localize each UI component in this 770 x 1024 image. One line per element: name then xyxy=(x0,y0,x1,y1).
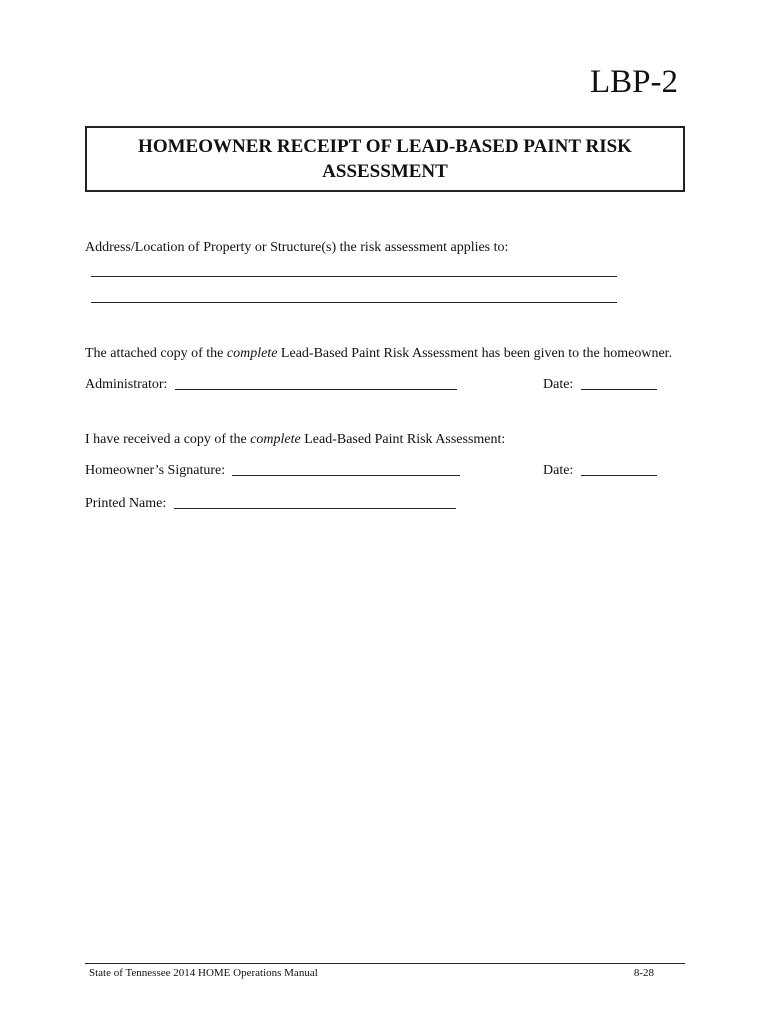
footer-rule xyxy=(85,963,685,964)
administrator-signature-line[interactable] xyxy=(175,389,457,390)
administrator-date-line[interactable] xyxy=(581,389,657,390)
form-code: LBP-2 xyxy=(589,64,678,100)
given-statement xyxy=(85,345,672,363)
homeowner-date-label: Date: xyxy=(543,463,574,478)
printed-name-label: Printed Name: xyxy=(85,496,167,511)
given-statement-before: The attached copy of the xyxy=(85,346,227,361)
footer-page-number: 8-28 xyxy=(633,967,654,979)
received-statement xyxy=(85,431,505,449)
administrator-date-label: Date: xyxy=(543,377,574,392)
received-statement-emphasis: complete xyxy=(250,432,301,447)
address-line-2[interactable] xyxy=(91,302,617,303)
address-prompt: Address/Location of Property or Structure(s) the risk assessment applies to: xyxy=(85,240,509,255)
form-title: HOMEOWNER RECEIPT OF LEAD-BASED PAINT RISK ASSESSMENT xyxy=(138,136,632,182)
homeowner-signature-line[interactable] xyxy=(232,475,460,476)
administrator-label: Administrator: xyxy=(85,377,168,392)
printed-name-line[interactable] xyxy=(174,508,456,509)
address-line-1[interactable] xyxy=(91,276,617,277)
given-statement-emphasis: complete xyxy=(226,346,278,361)
title-box xyxy=(85,126,685,192)
received-statement-after: Lead-Based Paint Risk Assessment: xyxy=(300,432,506,447)
footer-manual-title: State of Tennessee 2014 HOME Operations Manual xyxy=(89,967,318,979)
homeowner-signature-label: Homeowner’s Signature: xyxy=(85,463,226,478)
received-statement-before: I have received a copy of the xyxy=(85,432,251,447)
homeowner-date-line[interactable] xyxy=(581,475,657,476)
given-statement-after: Lead-Based Paint Risk Assessment has been given to the homeowner. xyxy=(277,346,673,361)
